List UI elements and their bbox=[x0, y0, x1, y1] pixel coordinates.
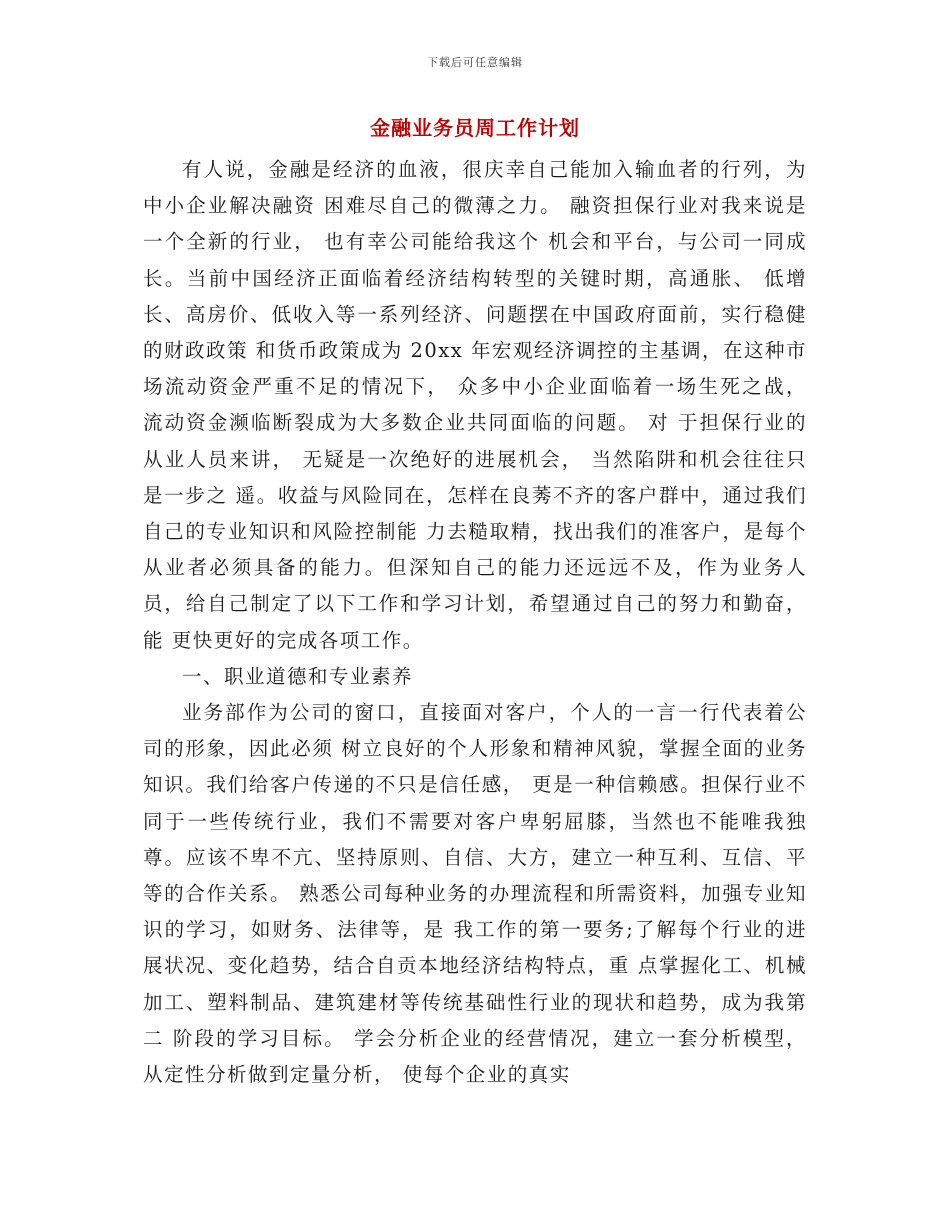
document-body bbox=[143, 152, 807, 1093]
document-title: 金融业务员周工作计划 bbox=[370, 116, 580, 140]
section-heading-1: 一、职业道德和专业素养 bbox=[182, 664, 414, 688]
header-note: 下载后可任意编辑 bbox=[427, 56, 523, 69]
paragraph-intro: 有人说，金融是经济的血液，很庆幸自己能加入输血者的行列，为中小企业解决融资 困难尽自己的微薄之力。 融资担保行业对我来说是一个全新的行业， 也有幸公司能给我这个 机会和平台，与公司一同成长。当前中国经济正面临着经济结构转型的关键时期，高通胀、 低增长、高房价、低收入等一系列经济、问题摆在中国政府面前，实行稳健的财政政策 和货币政策成为 20xx 年宏观经济调控的主基调，在这种市场流动资金严重不足的情况下， 众多中小企业面临着一场生死之战， 流动资金濒临断裂成为大多数企业共同面临的问题。 对 于担保行业的从业人员来讲， 无疑是一次绝好的进展机会， 当然陷阱和机会往往只是一步之 遥。收益与风险同在，怎样在良莠不齐的客户群中，通过我们自己的专业知识和风险控制能 力去糙取精，找出我们的准客户，是每个从业者必须具备的能力。但深知自己的能力还远远不及，作为业务人员，给自己制定了以下工作和学习计划，希望通过自己的努力和勤奋，能 更快更好的完成各项工作。 bbox=[143, 158, 807, 652]
paragraph-section-1: 业务部作为公司的窗口，直接面对客户，个人的一言一行代表着公司的形象，因此必须 树立良好的个人形象和精神风貌，掌握全面的业务知识。我们给客户传递的不只是信任感， 更是一种信赖感。担保行业不同于一些传统行业，我们不需要对客户卑躬屈膝，当然也不能唯我独尊。应该不卑不亢、坚持原则、自信、大方，建立一种互利、互信、平等的合作关系。 熟悉公司每种业务的办理流程和所需资料，加强专业知识的学习，如财务、法律等，是 我工作的第一要务;了解每个行业的进展状况、变化趋势，结合自贡本地经济结构特点，重 点掌握化工、机械加工、塑料制品、建筑建材等传统基础性行业的现状和趋势，成为我第二 阶段的学习目标。 学会分析企业的经营情况，建立一套分析模型， 从定性分析做到定量分析， 使每个企业的真实 bbox=[143, 701, 807, 1087]
